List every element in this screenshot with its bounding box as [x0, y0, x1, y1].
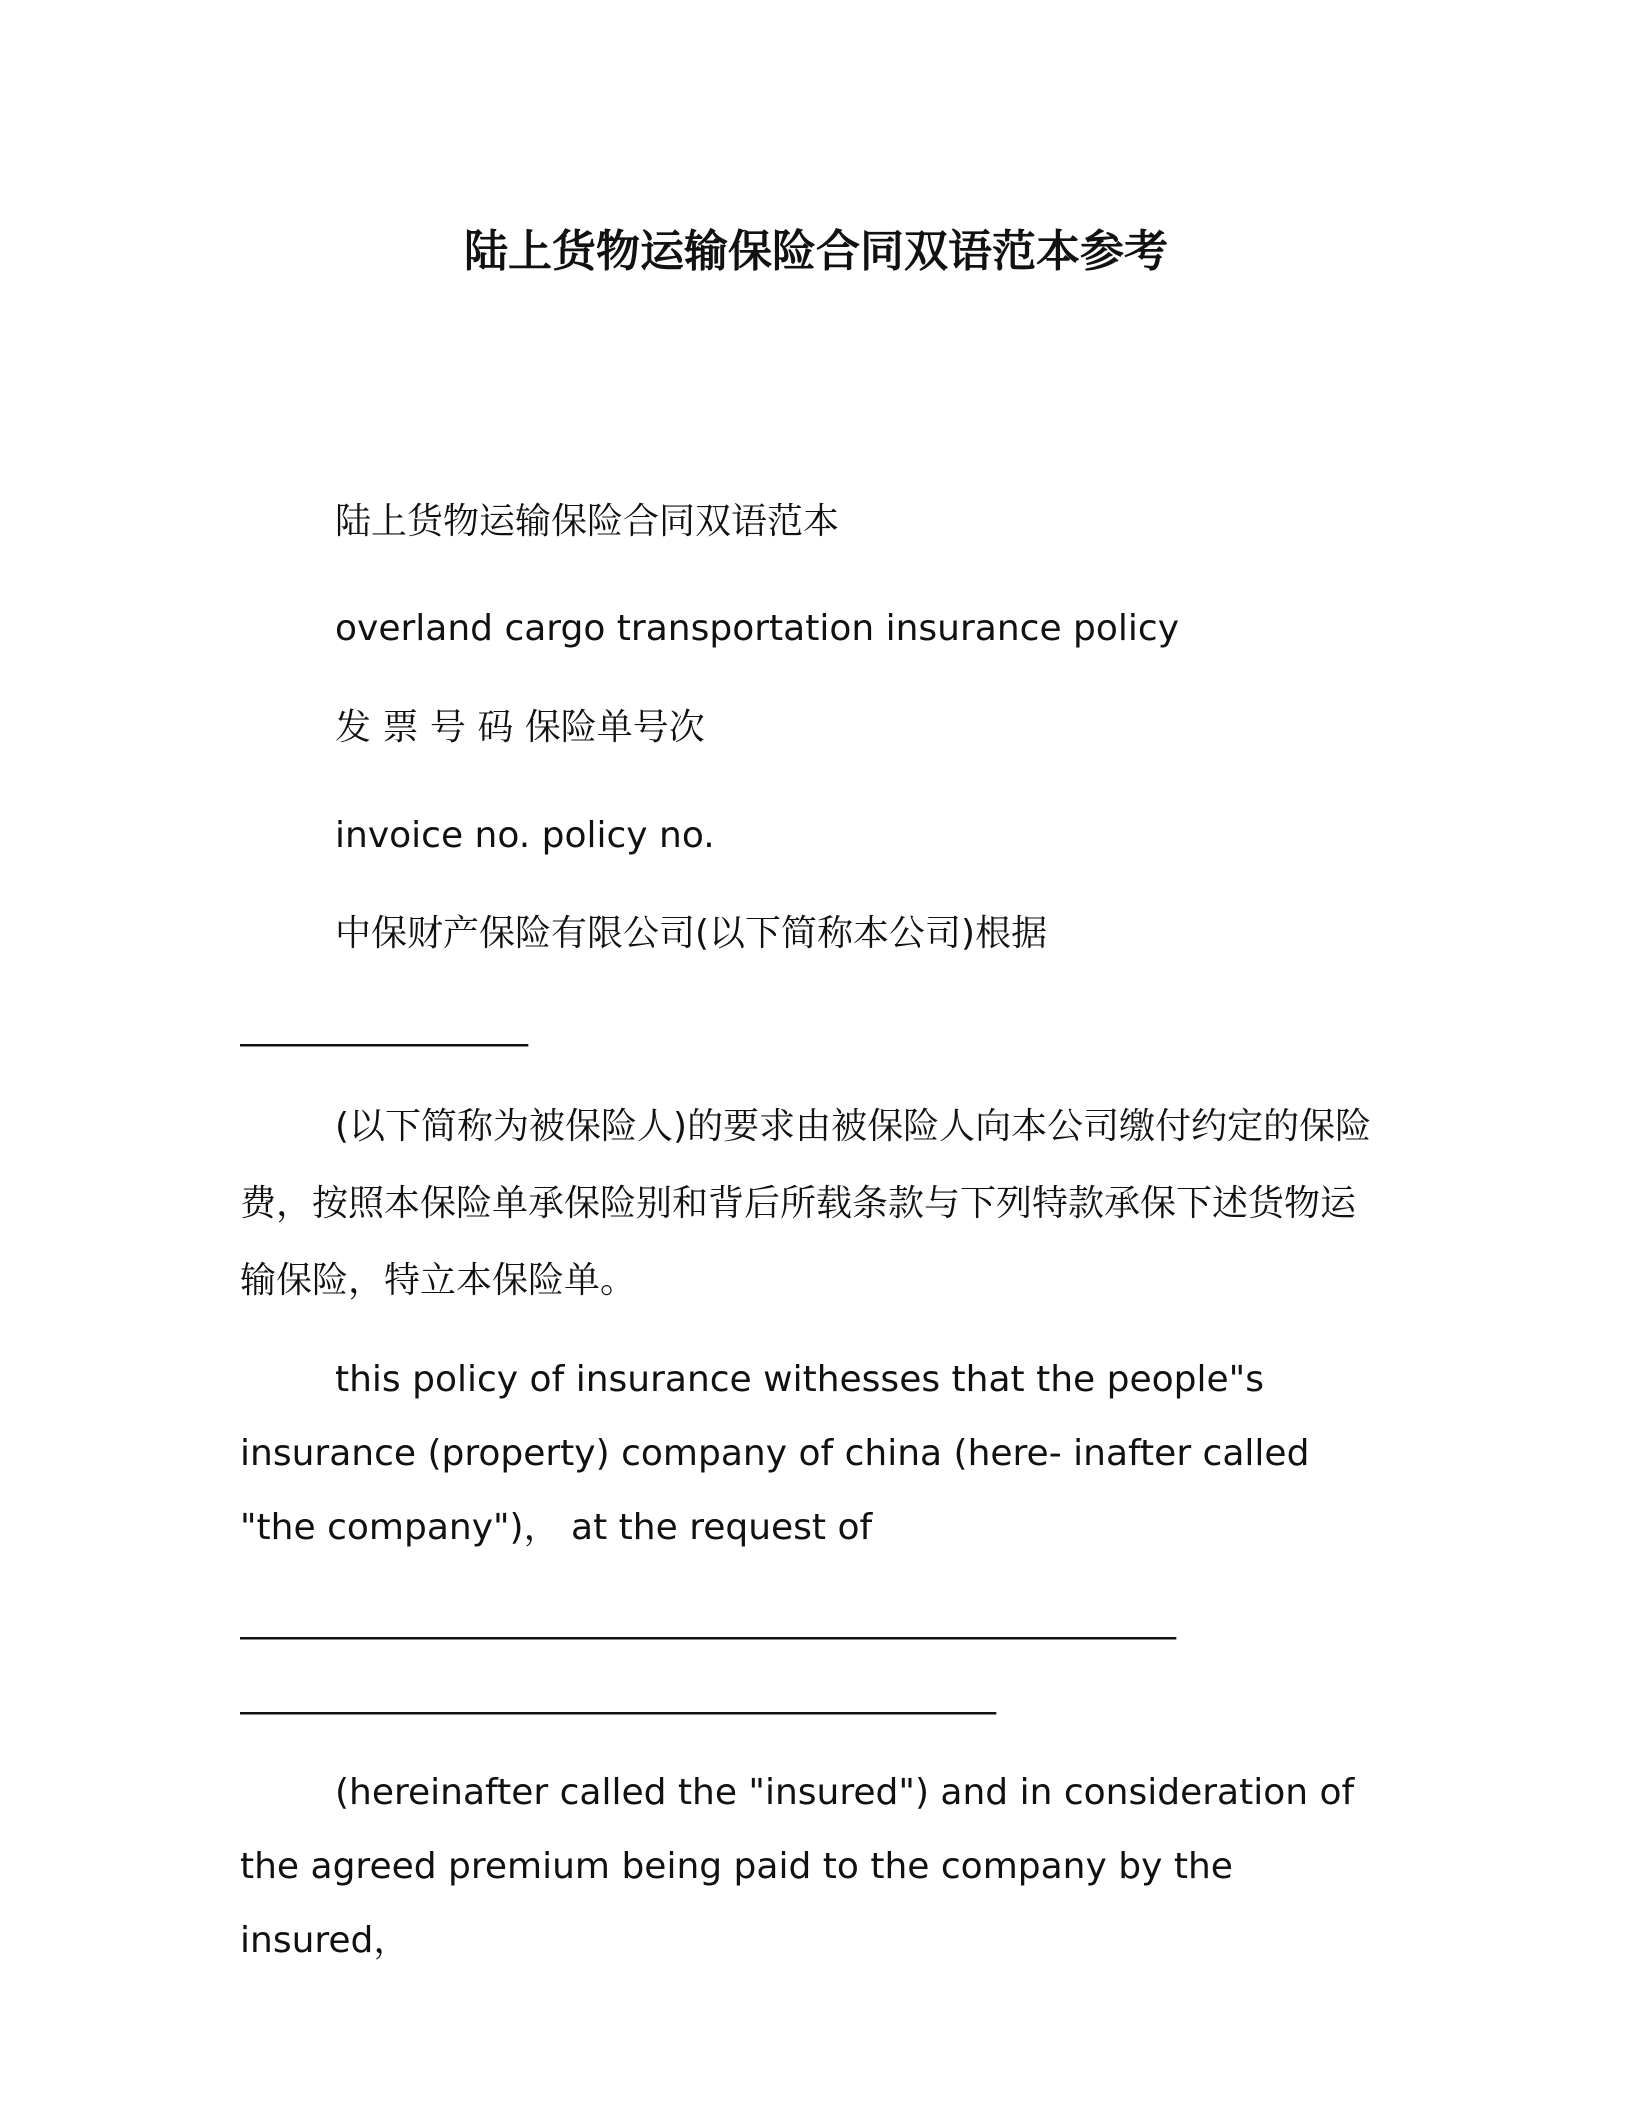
cn-policy-paragraph [240, 1088, 1380, 1319]
blank-fill-line-3: __________________________________________ [240, 1674, 996, 1715]
en-invoice-policy-numbers: invoice no. policy no. [335, 815, 715, 856]
cn-invoice-policy-numbers: 发 票 号 码 保险单号次 [335, 707, 705, 748]
en-policy-paragraph-2-text: (hereinafter called the "insured") and in consideration of the agreed premium being paid to the company by the insured， [240, 1772, 1355, 1961]
en-policy-paragraph-1 [240, 1343, 1380, 1565]
cn-policy-paragraph-text: (以下简称为被保险人)的要求由被保险人向本公司缴付约定的保险费，按照本保险单承保险别和背后所载条款与下列特款承保下述货物运输保险，特立本保险单。 [240, 1106, 1372, 1301]
blank-fill-line-1: ________________ [240, 1006, 528, 1047]
cn-company-line: 中保财产保险有限公司(以下简称本公司)根据 [335, 913, 1048, 954]
blank-fill-line-2: ____________________________________________________ [240, 1599, 1176, 1640]
en-subtitle: overland cargo transportation insurance policy [335, 608, 1180, 649]
en-policy-paragraph-2 [240, 1756, 1380, 1978]
cn-subtitle: 陆上货物运输保险合同双语范本 [335, 501, 840, 542]
document-title: 陆上货物运输保险合同双语范本参考 [464, 226, 1168, 277]
en-policy-paragraph-1-text: this policy of insurance withesses that the people"s insurance (property) company of china (here- inafter called "the company")， at the request of [240, 1359, 1310, 1548]
